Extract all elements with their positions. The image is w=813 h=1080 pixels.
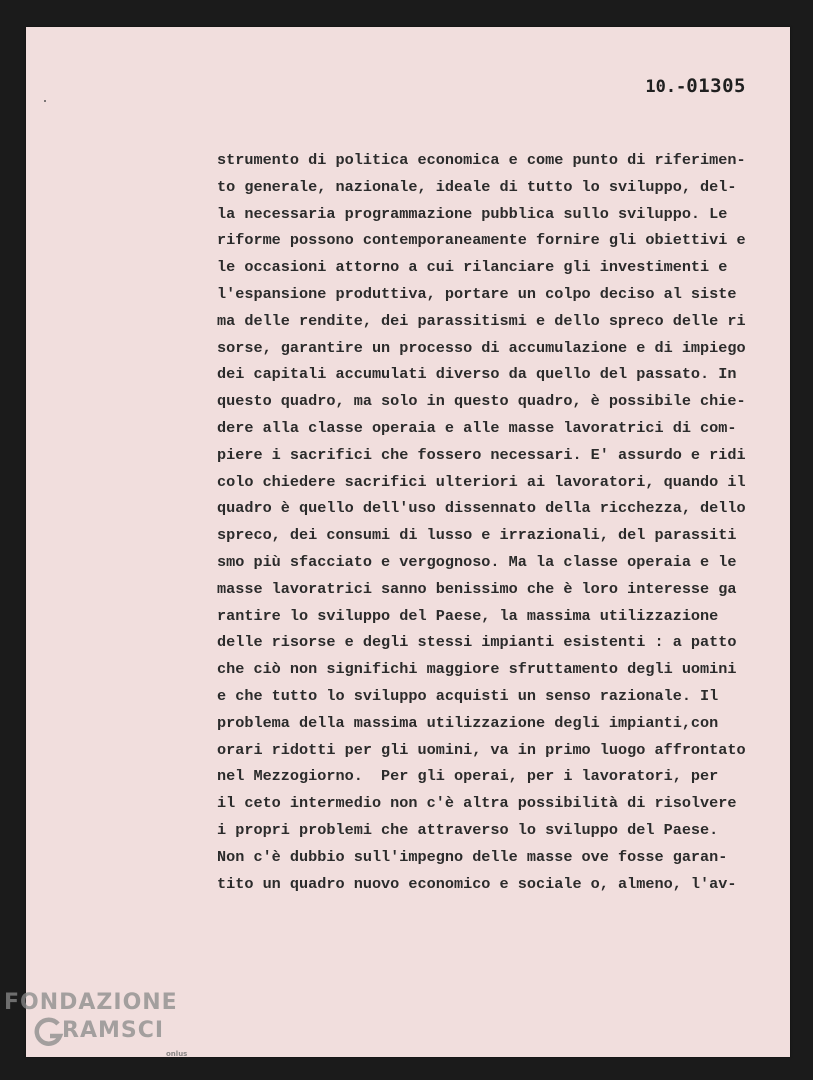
text-line: tito un quadro nuovo economico e sociale o, almeno, l'av- <box>217 874 737 893</box>
fondazione-gramsci-watermark <box>4 990 214 1070</box>
page-number <box>645 75 746 97</box>
watermark-line-1: FONDAZIONE <box>4 990 178 1015</box>
text-line: dei capitali accumulati diverso da quello del passato. In <box>217 365 737 384</box>
text-line: strumento di politica economica e come punto di riferimen- <box>217 151 746 169</box>
text-line: delle risorse e degli stessi impianti esistenti : a patto <box>217 633 737 652</box>
text-line: nel Mezzogiorno. Per gli operai, per i lavoratori, per <box>217 767 719 786</box>
text-line: sorse, garantire un processo di accumulazione e di impiego <box>217 338 746 357</box>
text-line: le occasioni attorno a cui rilanciare gli investimenti e <box>217 258 728 277</box>
page-number-value: 01305 <box>686 75 746 97</box>
text-line: colo chiedere sacrifici ulteriori ai lavoratori, quando il <box>217 472 746 491</box>
watermark-small-text: onlus <box>166 1050 188 1058</box>
text-line: che ciò non significhi maggiore sfruttamento degli uomini <box>217 660 737 679</box>
text-line: la necessaria programmazione pubblica sullo sviluppo. Le <box>217 204 728 223</box>
typed-body-text <box>217 147 772 897</box>
text-line: e che tutto lo sviluppo acquisti un senso razionale. Il <box>217 686 719 705</box>
text-line: quadro è quello dell'uso dissennato della ricchezza, dello <box>217 499 746 518</box>
text-line: masse lavoratrici sanno benissimo che è loro interesse ga <box>217 579 737 598</box>
page-number-prefix: 10.- <box>645 77 687 97</box>
text-line: i propri problemi che attraverso lo sviluppo del Paese. <box>217 820 719 839</box>
watermark-line-2: RAMSCI <box>62 1018 165 1043</box>
text-line: to generale, nazionale, ideale di tutto lo sviluppo, del- <box>217 177 737 196</box>
text-line: dere alla classe operaia e alle masse lavoratrici di com- <box>217 418 737 437</box>
text-line: piere i sacrifici che fossero necessari. E' assurdo e ridi <box>217 445 746 464</box>
text-line: riforme possono contemporaneamente fornire gli obiettivi e <box>217 231 746 250</box>
text-line: smo più sfacciato e vergognoso. Ma la classe operaia e le <box>217 552 737 571</box>
text-line: rantire lo sviluppo del Paese, la massima utilizzazione <box>217 606 719 625</box>
text-line: problema della massima utilizzazione degli impianti,con <box>217 713 719 732</box>
text-line: ma delle rendite, dei parassitismi e dello spreco delle ri <box>217 311 746 330</box>
text-line: questo quadro, ma solo in questo quadro, è possibile chie- <box>217 392 746 411</box>
document-page <box>26 27 790 1057</box>
text-line: spreco, dei consumi di lusso e irrazionali, del parassiti <box>217 526 737 545</box>
ink-dot-mark <box>44 100 46 102</box>
watermark-g-logo-icon <box>34 1016 64 1050</box>
text-line: il ceto intermedio non c'è altra possibilità di risolvere <box>217 794 737 813</box>
text-line: orari ridotti per gli uomini, va in primo luogo affrontato <box>217 740 746 759</box>
text-line: l'espansione produttiva, portare un colpo deciso al siste <box>217 284 737 303</box>
text-line: Non c'è dubbio sull'impegno delle masse ove fosse garan- <box>217 847 728 866</box>
